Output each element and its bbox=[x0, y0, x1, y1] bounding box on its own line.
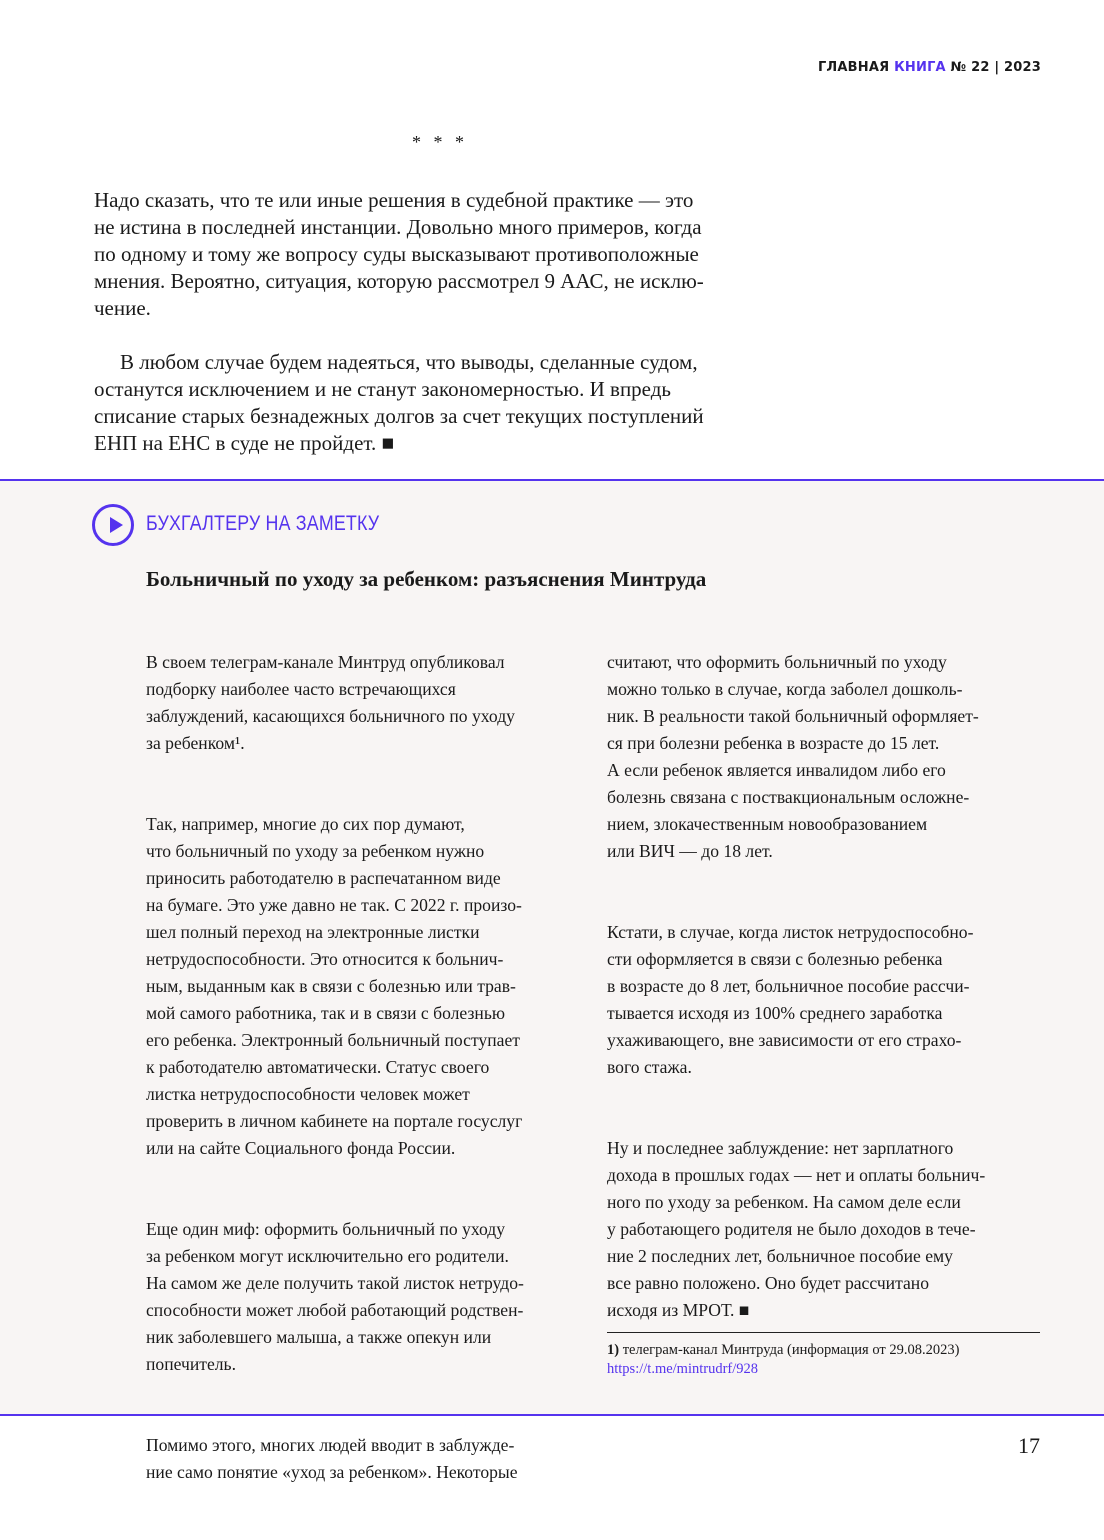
section-label: БУХГАЛТЕРУ НА ЗАМЕТКУ bbox=[146, 512, 380, 535]
brand-name: ГЛАВНАЯ bbox=[817, 60, 890, 75]
issue-number: № 22 | 2023 bbox=[950, 60, 1041, 75]
paragraph: Ну и последнее заблуждение: нет зарплатного дохода в прошлых годах — нет и оплаты больнич- ного по уходу за ребенком. На самом деле если у работающего родителя не было доходов в тече- ние 2 последних лет, больничное пособие ему все равно положено. Оно будет рассчитано исходя из МРОТ. ■ bbox=[607, 1138, 986, 1320]
paragraph: Надо сказать, что те или иные решения в судебной практике — это не истина в последней инстанции. Довольно много примеров, когда по одному и тому же вопросу суды высказывают противоположные мнения. Вероятно, ситуация, которую рассмотрел 9 ААС, не исклю- чение. bbox=[94, 188, 704, 320]
note-title: Больничный по уходу за ребенком: разъяснения Минтруда bbox=[146, 567, 707, 591]
paragraph: Так, например, многие до сих пор думают, что больничный по уходу за ребенком нужно приносить работодателю в распечатанном виде на бумаге. Это уже давно не так. С 2022 г. произо- шел полный переход на электронные листки нетрудоспособности. Это относится к больнич- ным, выданным как в связи с болезнью или трав- мой самого работника, так и в связи с болезнью его ребенка. Электронный больничный поступает к работодателю автоматически. Статус своего листка нетрудоспособности человек может проверить в личном кабинете на портале госуслуг или на сайте Социального фонда России. bbox=[146, 814, 523, 1158]
footnote-link[interactable]: https://t.me/mintrudrf/928 bbox=[607, 1361, 759, 1377]
paragraph: Еще один миф: оформить больничный по уходу за ребенком могут исключительно его родители. На самом же деле получить такой листок нетрудо- способности может любой работающий родствен- ник заболевшего малыша, а также опекун или попечитель. bbox=[146, 1219, 524, 1374]
paragraph: Помимо этого, многих людей вводит в заблужде- ние само понятие «уход за ребенком». Некоторые bbox=[146, 1435, 518, 1482]
play-circle-icon bbox=[92, 504, 134, 546]
footnote-text: телеграм-канал Минтруда (информация от 29.08.2023) bbox=[622, 1342, 960, 1358]
paragraph: Кстати, в случае, когда листок нетрудоспособно- сти оформляется в связи с болезнью ребенка в возрасте до 8 лет, больничное пособие рассчи- тывается исходя из 100% среднего заработка ухаживающего, вне зависимости от его страхо- вого стажа. bbox=[607, 922, 974, 1077]
footnote bbox=[607, 1332, 1040, 1379]
footnote-number: 1) bbox=[607, 1342, 620, 1358]
brand-name-accent: КНИГА bbox=[894, 60, 946, 75]
running-header bbox=[818, 60, 1041, 75]
page-number: 17 bbox=[1018, 1433, 1040, 1458]
paragraph: В своем телеграм-канале Минтруд опубликовал подборку наиболее часто встречающихся заблуждений, касающихся больничного по уходу за ребенком¹. bbox=[146, 652, 515, 753]
paragraph: В любом случае будем надеяться, что выводы, сделанные судом, останутся исключением и не станут закономерностью. И впредь списание старых безнадежных долгов за счет текущих поступлений ЕНП на ЕНС в суде не пройдет. ■ bbox=[94, 350, 704, 455]
note-column-left bbox=[146, 622, 586, 1540]
paragraph: считают, что оформить больничный по уходу можно только в случае, когда заболел дошколь- ник. В реальности такой больничный оформляет- ся при болезни ребенка в возрасте до 15 лет. А если ребенок является инвалидом либо его болезнь связана с поствакциональным осложне- нием, злокачественным новообразованием или ВИЧ — до 18 лет. bbox=[607, 652, 979, 861]
note-column-right bbox=[607, 622, 1047, 1378]
section-separator: * * * bbox=[412, 132, 468, 152]
article-ending bbox=[94, 160, 774, 484]
